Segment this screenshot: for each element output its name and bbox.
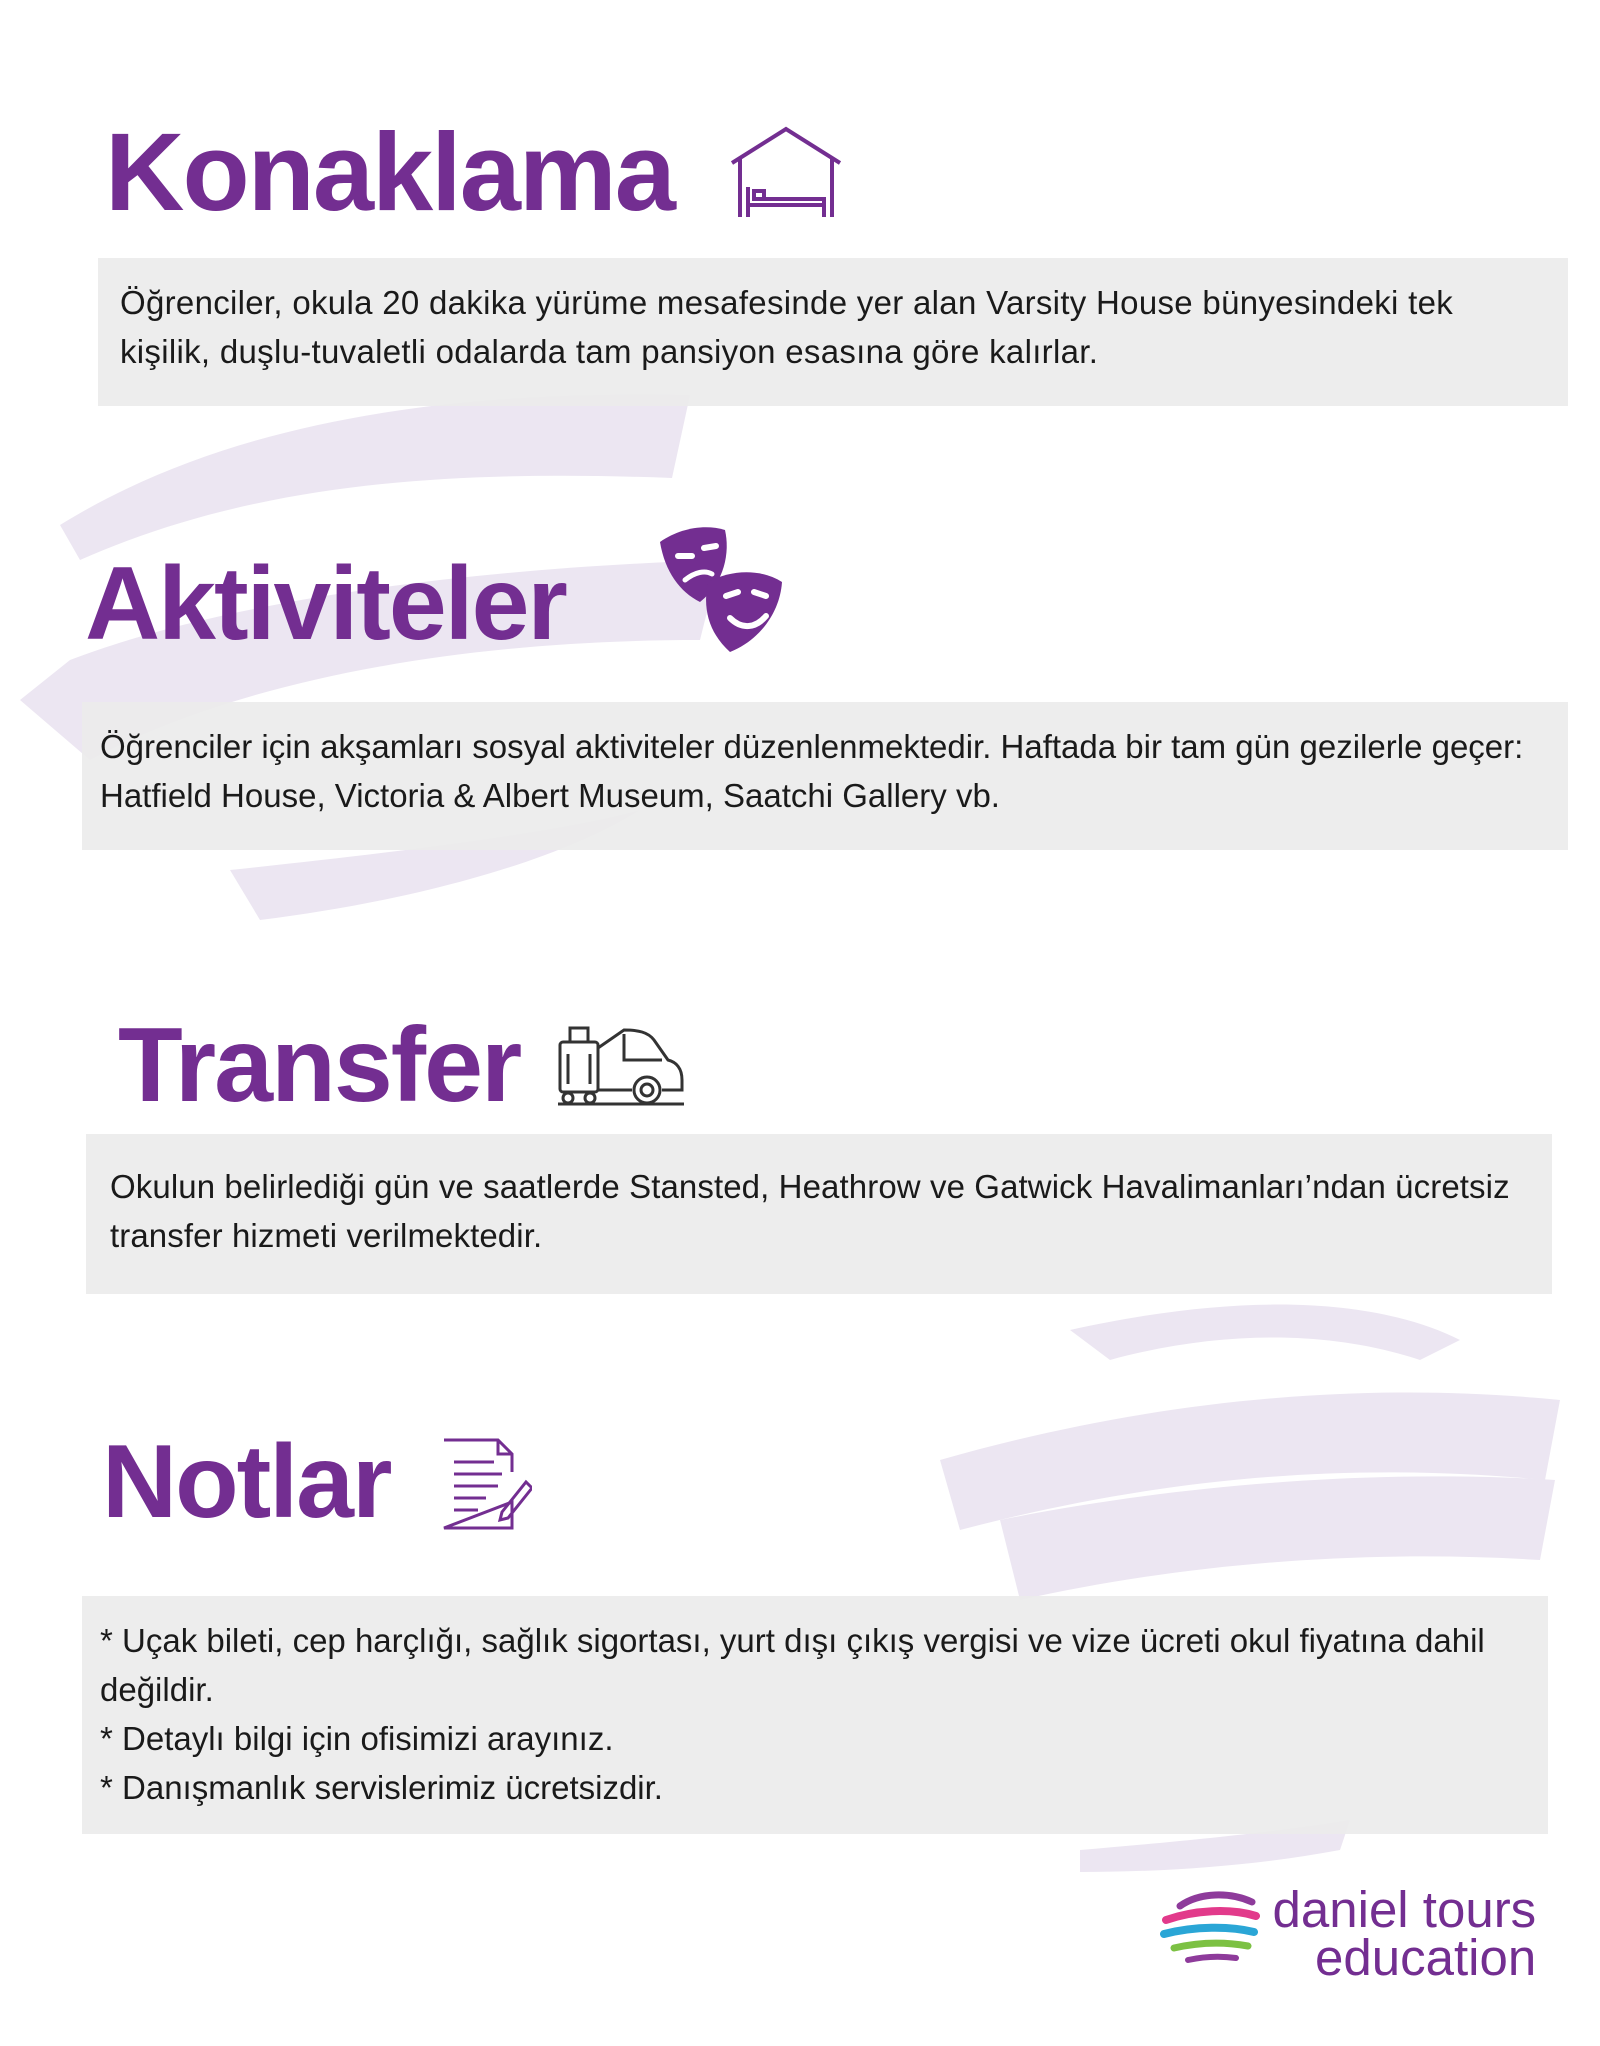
logo-line-1: daniel tours — [1272, 1881, 1537, 1938]
theater-masks-icon — [650, 522, 790, 662]
heading-transfer: Transfer — [118, 1006, 521, 1124]
konaklama-description: Öğrenciler, okula 20 dakika yürüme mesafesinde yer alan Varsity House bünyesindeki tek kişilik, duşlu-tuvaletli odalarda tam pansiyon esasına göre kalırlar. — [120, 284, 1454, 370]
notlar-line-1: * Uçak bileti, cep harçlığı, sağlık sigortası, yurt dışı çıkış vergisi ve vize ücreti okul fiyatına dahil değildir. — [100, 1622, 1485, 1708]
notlar-text-box — [82, 1596, 1548, 1834]
heading-notlar: Notlar — [102, 1424, 391, 1540]
konaklama-text-box — [98, 258, 1568, 406]
heading-aktiviteler: Aktiviteler — [85, 546, 566, 662]
aktiviteler-text-box — [82, 702, 1568, 850]
aktiviteler-description: Öğrenciler için akşamları sosyal aktiviteler düzenlenmektedir. Haftada bir tam gün gezilerle geçer: Hatfield House, Victoria & Albert Museum, Saatchi Gallery vb. — [100, 728, 1524, 814]
notlar-line-3: * Danışmanlık servislerimiz ücretsizdir. — [100, 1769, 663, 1806]
logo-line-2: education — [1315, 1929, 1537, 1986]
daniel-tours-logo — [1160, 1880, 1580, 2010]
car-luggage-icon — [558, 1020, 684, 1108]
transfer-text-box — [86, 1134, 1552, 1294]
daniel-tours-swirl-logo — [1160, 1886, 1260, 1976]
document-pen-icon — [442, 1438, 532, 1530]
transfer-description: Okulun belirlediği gün ve saatlerde Stansted, Heathrow ve Gatwick Havalimanları’ndan ücretsiz transfer hizmeti verilmektedir. — [110, 1168, 1510, 1254]
notlar-line-2: * Detaylı bilgi için ofisimizi arayınız. — [100, 1720, 614, 1757]
heading-konaklama: Konaklama — [105, 111, 674, 234]
bed-house-icon — [728, 125, 844, 221]
